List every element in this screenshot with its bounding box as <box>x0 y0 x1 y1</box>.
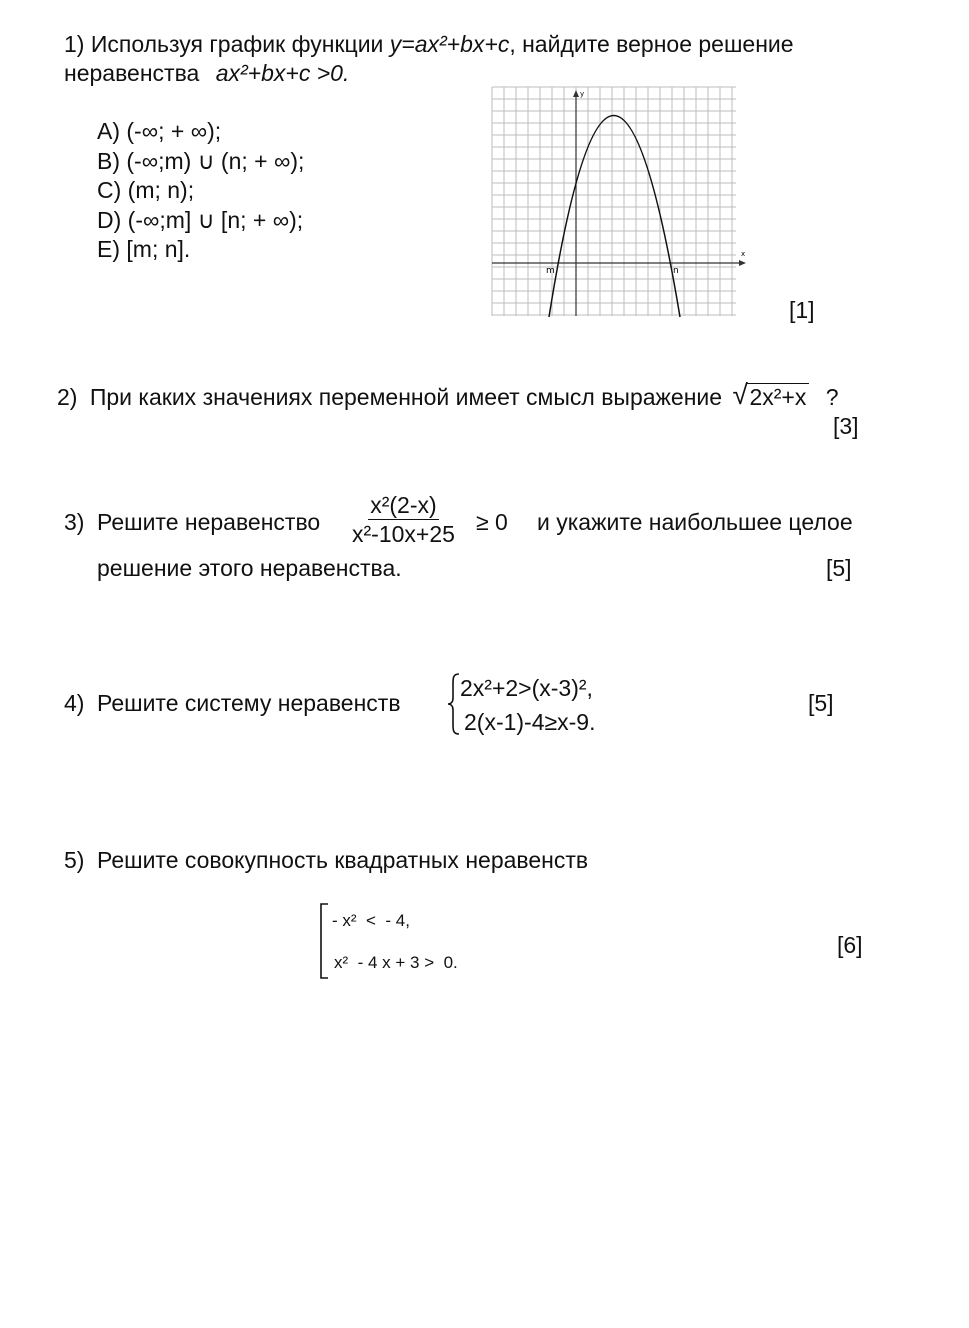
graph-grid <box>492 87 736 316</box>
problem1-text-before: Используя график функции <box>90 31 384 57</box>
problem1-text-after: , найдите верное решение <box>509 31 794 57</box>
problem2-sqrt-expression <box>732 379 809 411</box>
x-axis-label: x <box>741 250 746 258</box>
problem3-relation: ≥ 0 <box>476 509 508 535</box>
problem3-line2: решение этого неравенства. <box>97 555 402 581</box>
problem5-inequality-1: - x² < - 4, <box>332 911 410 930</box>
option-b: B) (-∞;m) ∪ (n; + ∞); <box>97 147 305 174</box>
problem4-inequality-1: 2x²+2>(x-3)², <box>460 675 593 701</box>
option-d: D) (-∞;m] ∪ [n; + ∞); <box>97 206 304 233</box>
problem4-number: 4) <box>64 690 85 716</box>
problem4-inequality-2: 2(x-1)-4≥x-9. <box>464 709 596 735</box>
problem3-text-after: и укажите наибольшее целое <box>537 509 853 535</box>
x-axis-arrow-icon <box>739 260 746 266</box>
problem3-fraction <box>352 492 455 547</box>
problem2-points: [3] <box>833 413 859 439</box>
root-m-label: m <box>546 266 555 276</box>
problem2-line <box>57 379 839 411</box>
problem1-function: y=ax²+bx+c <box>389 31 510 57</box>
root-n-label: n <box>673 266 679 276</box>
problem1-line1 <box>64 30 794 58</box>
problem2-question-mark: ? <box>825 384 839 410</box>
y-axis-arrow-icon <box>573 90 579 97</box>
problem2-number: 2) <box>57 384 78 410</box>
y-axis-label: y <box>580 90 585 98</box>
problem1-line2-text: неравенства <box>64 60 200 86</box>
problem3-text-before: Решите неравенство <box>97 509 321 535</box>
problem2-text: При каких значениях переменной имеет смысл выражение <box>89 384 723 410</box>
problem3-denominator: x²-10x+25 <box>352 521 455 547</box>
problem3-points: [5] <box>826 555 852 581</box>
problem3-numerator: x²(2-x) <box>370 492 437 518</box>
problem3-number: 3) <box>64 509 85 535</box>
problem1-points: [1] <box>789 297 815 323</box>
problem5-inequality-2: x² - 4 x + 3 > 0. <box>334 953 458 972</box>
problem1-number: 1) <box>64 31 85 57</box>
problem5-text: Решите совокупность квадратных неравенств <box>97 847 589 873</box>
problem5-points: [6] <box>837 932 863 958</box>
problem4-text: Решите систему неравенств <box>97 690 401 716</box>
collection-bracket-icon <box>318 902 330 980</box>
problem1-inequality: ax²+bx+c >0. <box>215 60 350 86</box>
option-e: E) [m; n]. <box>97 236 191 262</box>
option-c: C) (m; n); <box>97 177 195 203</box>
sqrt-icon: √ <box>732 379 748 410</box>
problem4-points: [5] <box>808 690 834 716</box>
option-a: A) (-∞; + ∞); <box>97 118 222 144</box>
problem2-radicand: 2x²+x <box>746 383 809 410</box>
problem1-options <box>97 117 304 265</box>
parabola-graph <box>488 84 753 320</box>
problem5-number: 5) <box>64 847 85 873</box>
problem1-line2 <box>64 59 349 87</box>
